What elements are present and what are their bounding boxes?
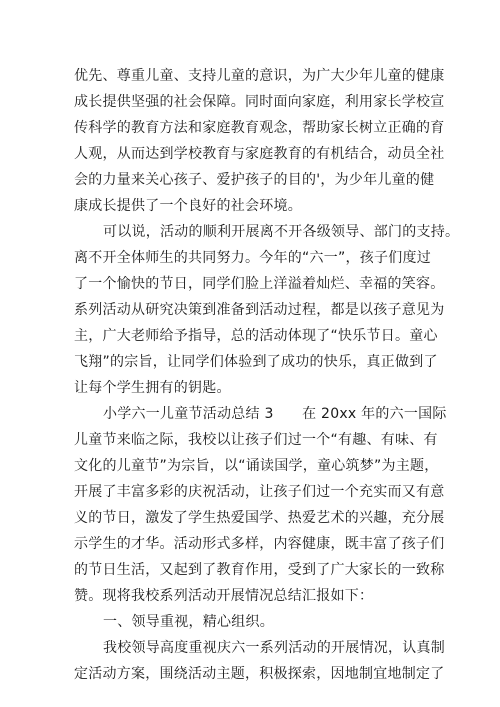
text-line: 儿童节来临之际，我校以让孩子们过一个“有趣、有味、有 <box>74 432 438 448</box>
text-line: 优先、尊重儿童、支持儿童的意识，为广大少年儿童的健康 <box>74 68 445 84</box>
section-heading: 一、领导重视，精心组织。 <box>103 614 274 630</box>
text-line: 传科学的教育方法和家庭教育观念，帮助家长树立正确的育 <box>74 120 445 136</box>
text-line: 小学六一儿童节活动总结 3 在 20xx 年的六一国际 <box>103 406 447 422</box>
text-line: 让每个学生拥有的钥匙。 <box>74 380 231 396</box>
text-line: 主，广大老师给予指导，总的活动体现了“快乐节日。童心 <box>74 328 438 344</box>
text-line: 义的节日，激发了学生热爱国学、热爱艺术的兴趣，充分展 <box>74 510 445 526</box>
text-line: 定活动方案，围绕活动主题，积极探索，因地制宜地制定了 <box>74 666 445 682</box>
text-line: 示学生的才华。活动形式多样，内容健康，既丰富了孩子们 <box>74 536 445 552</box>
text-line: 我校领导高度重视庆六一系列活动的开展情况，认真制 <box>103 640 445 656</box>
text-line: 离不开全体师生的共同努力。今年的“六一”，孩子们度过 <box>74 250 432 266</box>
text-line: 人观，从而达到学校教育与家庭教育的有机结合，动员全社 <box>74 146 445 162</box>
text-line: 开展了丰富多彩的庆祝活动，让孩子们过一个充实而又有意 <box>74 484 445 500</box>
text-line: 飞翔”的宗旨，让同学们体验到了成功的快乐，真正做到了 <box>74 354 438 370</box>
text-line: 的节日生活，又起到了教育作用，受到了广大家长的一致称 <box>74 562 445 578</box>
text-line: 康成长提供了一个良好的社会环境。 <box>74 198 302 214</box>
text-line: 成长提供坚强的社会保障。同时面向家庭，利用家长学校宣 <box>74 94 445 110</box>
text-line: 赞。现将我校系列活动开展情况总结汇报如下： <box>74 588 374 604</box>
text-line: 可以说，活动的顺利开展离不开各级领导、部门的支持。 <box>103 224 460 240</box>
text-line: 会的力量来关心孩子、爱护孩子的目的'，为少年儿童的健 <box>74 172 435 188</box>
text-line: 文化的儿童节”为宗旨，以“诵读国学，童心筑梦”为主题， <box>74 458 439 474</box>
text-line: 系列活动从研究决策到准备到活动过程，都是以孩子意见为 <box>74 302 445 318</box>
text-line: 了一个愉快的节日，同学们脸上洋溢着灿烂、幸福的笑容。 <box>74 276 445 292</box>
